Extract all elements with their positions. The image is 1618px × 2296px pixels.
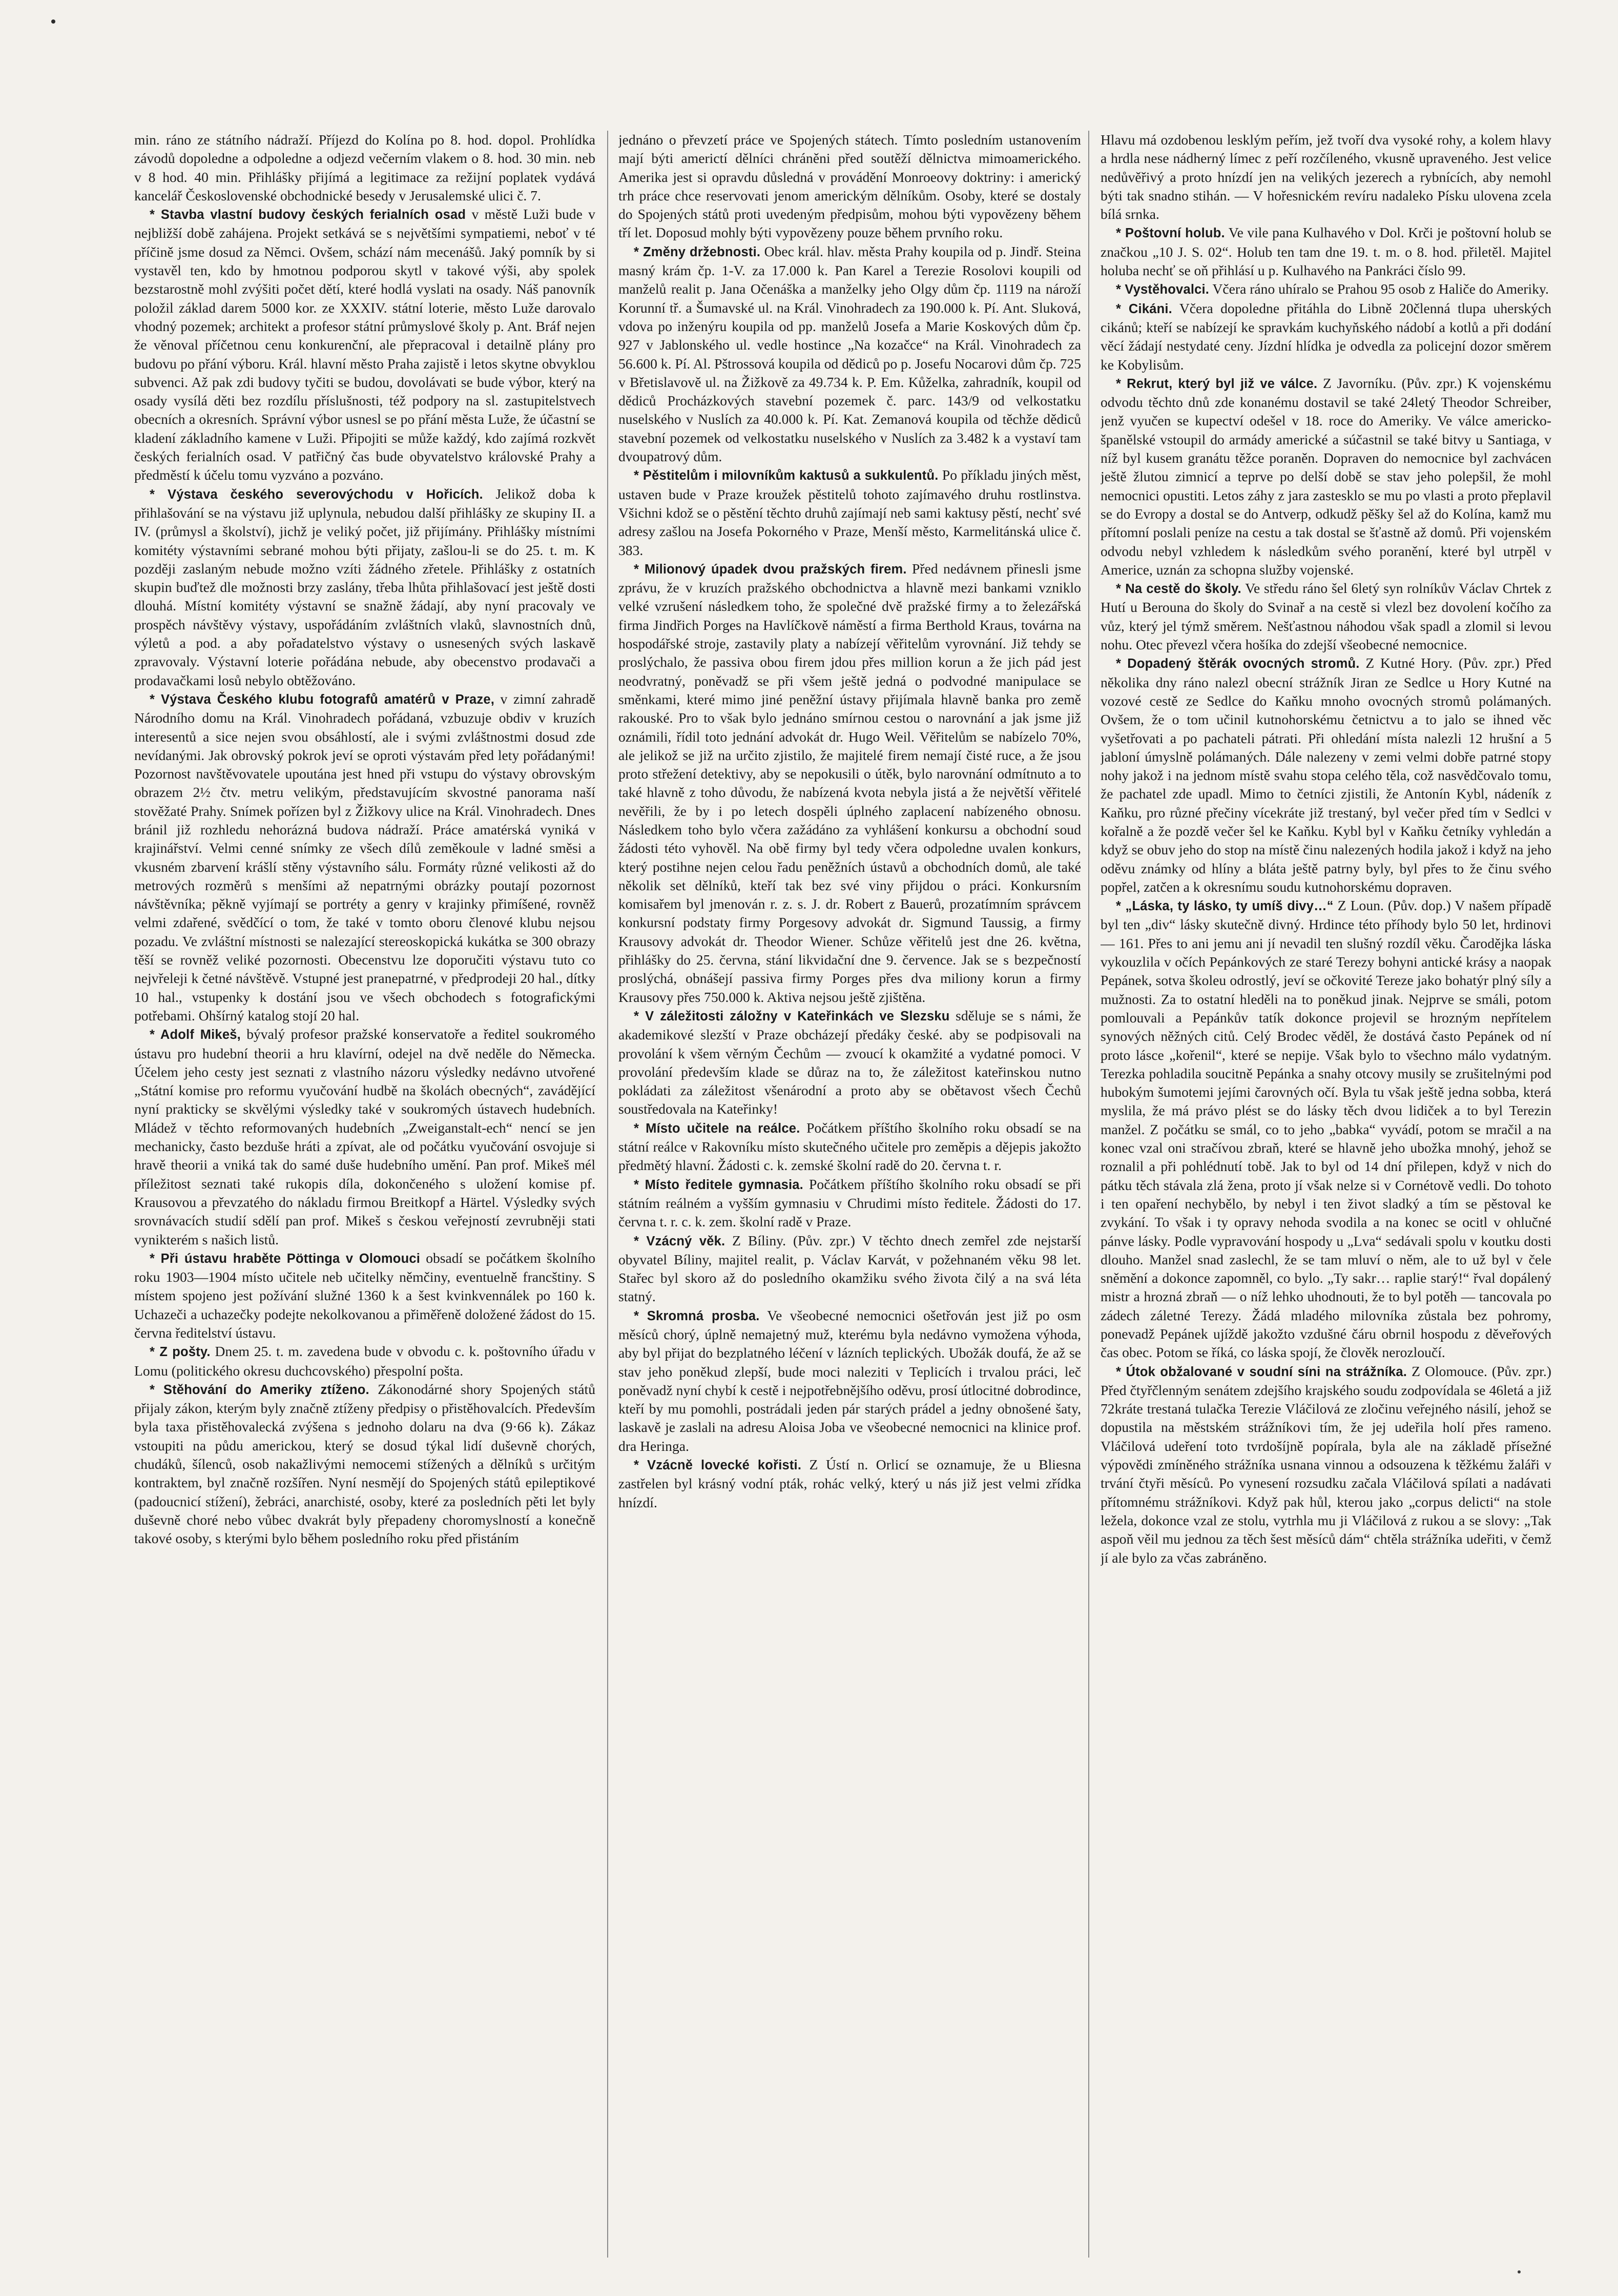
article-heading: * Poštovní holub. <box>1116 226 1225 241</box>
article-paragraph <box>1101 299 1551 374</box>
article-paragraph <box>134 1380 595 1548</box>
article-heading: * Místo ředitele gymnasia. <box>634 1177 803 1192</box>
article-text: Z Olomouce. (Pův. zpr.) Před čtyřčlenným senátem zdejšího krajského soudu zodpovídala se 46letá a již 72kráte trestaná tulačka Terezie Vláčilová ze zločinu veřejného násilí, jehož se dopustila na městském strážníkovi tím, že jej udeřila holí přes rameno. Vláčilová udeření toto tvrdošíjně popírala, byla ale na základě přísežné výpovědi zmíněného strážníka usnana vinnou a odsouzena k těžkému žaláři v trvání čtyři měsíců. Po vynesení rozsudku začala Vláčilová spílati a nadávati přítomnému strážníkovi. Když pak hůl, kterou jako „corpus delicti“ na stole ležela, dokonce vzal ze stolu, vytrhla mu ji Vláčilová z rukou a se slovy: „Tak aspoň věil mu jednou za těch šest měsíců dám“ chtěla strážníka udeřiti, v čemž jí ale bylo za včas zabráněno. <box>1101 1363 1551 1566</box>
article-heading: * Stavba vlastní budovy českých ferialních osad <box>150 208 466 222</box>
article-paragraph <box>618 1455 1081 1512</box>
article-heading: * Vzácný věk. <box>634 1234 725 1248</box>
article-text: min. ráno ze státního nádraží. Příjezd do Kolína po 8. hod. dopol. Prohlídka závodů dopoledne a odpoledne a odjezd večerním vlakem o 8. hod. 30 min. neb v 8 hod. 40 min. Přihlášky přijímá a legitimace za režijní poplatek vydává kancelář Československé obchodnické besedy v Jerusalemské ulici č. 7. <box>134 132 595 203</box>
article-paragraph <box>618 1119 1081 1175</box>
article-paragraph <box>1101 131 1551 223</box>
article-heading: * Adolf Mikeš, <box>150 1028 241 1042</box>
article-heading: * Cikáni. <box>1116 301 1172 316</box>
article-heading: * Pěstitelům i milovníkům kaktusů a sukkulentů. <box>634 468 939 483</box>
article-heading: * Skromná prosba. <box>634 1308 760 1323</box>
article-paragraph <box>134 1249 595 1342</box>
column-rule <box>607 131 608 2258</box>
article-heading: * Při ústavu hraběte Pöttinga v Olomouci <box>150 1251 421 1266</box>
article-text: Z Bíliny. (Pův. zpr.) V těchto dnech zemřel zde nejstarší obyvatel Bíliny, majitel realit, p. Václav Karvát, v požehnaném věku 98 let. Stařec byl skoro až do posledního okamžiku svého života čilý a na svá léta statný. <box>618 1232 1081 1305</box>
article-paragraph <box>134 131 595 205</box>
article-text: Včera ráno uhíralo se Prahou 95 osob z Haliče do Ameriky. <box>1212 281 1549 297</box>
article-text: Z Javorníku. (Pův. zpr.) K vojenskému odvodu těchto dnů zde konanému dostavil se také 24letý Theodor Schreiber, jenž vyučen se kupectví odešel v 18. roce do Ameriky. Ve válce americko-španělské vstoupil do armády americké a súčastnil se také bitvy u Santiaga, v níž byl kusem granátu těžce poraněn. Dopraven do nemocnice byl zachvácen ještě žlutou zimnicí a teprve po delší době se stav jeho polepšil, že mohl nemocnici opustiti. Letos záhy z jara zastesklo se mu po vlasti a proto přeplavil se do Evropy a dostal se do Antverp, odkudž pěšky šel až do Kolína, kamž mu přítomní poslali peníze na cestu a tak dostal se šťastně až domů. Při vojenském odvodu nebyl vzhledem k následkům svého poranění, které byl utrpěl v Americe, uznán za schopna služby vojenské. <box>1101 375 1551 578</box>
article-text: obsadí se počátkem školního roku 1903—1904 místo učitele neb učitelky němčiny, eventuelně francštiny. S místem spojeno jest požívání služné 1360 k a šest kvinkvennálek po 160 k. Uchazeči a uchazečky podejte nekolkovanou a přiměřeně doložené žádost do 15. června ředitelství ústavu. <box>134 1249 595 1341</box>
article-text: Z Kutné Hory. (Pův. zpr.) Před několika dny ráno nalezl obecní strážník Jiran ze Sedlce u Hory Kutné na vozové cestě ze Sedlce do Kaňku mnoho ovocných stromů polámaných. Ovšem, že o tom učinil kutnohorskému četnictvu a to jalo se ihned věc vyšetřovati a po pachateli pátrati. Při ohledání místa nalezli 12 hrušní a 5 jabloní úmyslně polámaných. Dále nalezeny v zemi velmi dobře patrné stopy nohy jakož i na jednom místě svahu stopa celého těla, což nasvědčovalo tomu, že pachatel zde upadl. Mimo to četníci zjistili, že Antonín Kybl, nádeník z Kaňku, pro různé přečiny vícekráte již trestaný, byl večer před tím v Sedlci v kořalně a že pozdě večer šel ke Kaňku. Kybl byl v Kaňku četníky vyhledán a když se obuv jeho do stop na místě činu nalezených hodila jakož i když na jeho oděvu známky od hlíny a bláta ještě patrny byly, byl přes to že činu svého popřel, zatčen a k okresnímu soudu kutnohorskému dopraven. <box>1101 655 1551 895</box>
article-text: bývalý profesor pražské konservatoře a ředitel soukromého ústavu pro hudební theorii a hru klavírní, odejel na dvě neděle do Německa. Účelem jeho cesty jest seznati z vlastního názoru výsledky nedávno utvořené „Státní komise pro reformu vyučování hudbě na školách obecných“, zavádějící nyní prakticky se skvělými výsledky také v soukromých ústavech hudebních. Mládež v těchto reformovaných hudebních „Zweiganstalt-ech“ nencí se jen mechanicky, často bezduše hráti a zpívat, ale od počátku vyučování osvojuje si hravě theorii a vniká tak do samé duše hudebního umění. Pan prof. Mikeš mél příležitost seznati také rukopis díla, dokončeného s uložení komise pf. Krausovou a převzatého do nákladu firmou Breitkopf a Härtel. Výsledky svých srovnávacích studií sdělí pan prof. Mikeš s českou veřejností zevrubněji stati vynikterém s našich listů. <box>134 1026 595 1247</box>
article-text: Počátkem příštího školního roku obsadí se na státní reálce v Rakovníku místo skutečného učitele pro zeměpis a dějepis jakožto předmětý hlavní. Žádosti c. k. zemské školní radě do 20. června t. r. <box>618 1119 1081 1174</box>
article-heading: * Rekrut, který byl již ve válce. <box>1116 376 1318 391</box>
article-heading: * Změny držebnosti. <box>634 244 761 259</box>
article-paragraph <box>134 485 595 690</box>
column-rule <box>1088 131 1089 2258</box>
article-heading: * Výstava českého severovýchodu v Hořicích. <box>150 487 483 502</box>
article-text: Obec král. hlav. města Prahy koupila od p. Jindř. Steina masný krám čp. 1-V. za 17.000 k. Pan Karel a Terezie Rosolovi koupili od manželů realit p. Jana Očenáška a manželky jeho Olgy dům čp. 1119 na nároží Korunní tř. a Šumavské ul. na Král. Vinohradech za 190.000 k. Pí. Ant. Sluková, vdova po inženýru koupila od pp. manželů Josefa a Marie Koskových dům čp. 927 v Jablonského ul. vedle hostince „Na kozačce“ na Král. Vinohradech za 56.600 k. Pí. Al. Pštrossová koupila od dědiců po p. Josefu Nocarovi dům čp. 725 v Břetislavově ul. na Žižkově za 49.734 k. P. Em. Kůželka, zahradník, koupil od dědiců Procházkových stavební pozemek č. parc. 143/9 od velkostatku nuselského v Nuslích za 40.000 k. Pí. Kat. Zemanová koupila od těchže dědiců stavební pozemek od velkostatku nuselského v Nuslích za 3.482 k a vystaví tam dvoupatrový dům. <box>618 243 1081 465</box>
article-heading: * „Láska, ty lásko, ty umíš divy…“ <box>1116 899 1334 914</box>
article-paragraph <box>1101 579 1551 654</box>
article-heading: * Milionový úpadek dvou pražských firem. <box>634 562 907 577</box>
article-paragraph <box>618 1306 1081 1455</box>
article-text: Po příkladu jiných měst, ustaven bude v Praze kroužek pěstitelů tohoto zajímavého druhu rostlinstva. Všichni kdož se o pěstění těchto druhů zajímají neb sami kaktusy pěstí, nechť své adresy zašlou na Josefa Pokorného v Praze, Menší město, Karmelitánská ulice č. 383. <box>618 467 1081 558</box>
article-heading: * Dopadený štěrák ovocných stromů. <box>1116 657 1360 671</box>
article-paragraph <box>134 205 595 484</box>
article-text: Z Loun. (Pův. dop.) V našem případě byl ten „div“ lásky skutečně divný. Hrdince této příhody bylo 50 let, hrdinovi — 161. Přes to ani jemu ani jí nevadil ten slušný rozdíl věku. Čarodějka láska vykouzlila v očích Pepánkových ze staré Terezy bohyni antické krásy a naopak Pepánek, sotva školeu odrostlý, jeví se očkovité Tereze jako bohatýr plný síly a mužnosti. Za to ostatní hleděli na to poněkud jinak. Nejprve se smáli, potom pomlouvali a Pepánkův tatík dokonce projevil se hrozným nepřítelem synových něžných citů. Celý Brodec věděl, že dostává často Pepánek od ní proto lásce „kořenil“, které se nepije. Však bylo to všechno málo vydatným. Terezka pohladila soucitně Pepánka a snahy otcovy musily se zrušitelnými pod hubokým šumotemi jejími čarovných očí. Byla tu však ještě jedna sobba, která myslila, že má právo plést se do lásky těch dvou lidiček a to byl Terezin manžel. Z počátku se smál, co to jeho „babka“ vyvádí, potom se mračil a na konec vzal oni stračívou zbraň, které se hlavně jeho ubožka mnohý, jehož se roznalil a při pohlédnutí tobě. Jak to byl od 14 dní přilepen, když v nich do pátku těch stávala zlá žena, proto jí však nelze si v Cornétově vedli. Do tohoto i ten opaření nechybělo, by nebyl i ten život sladký a tím se pěstoval ke zvykání. To však i ty opravy nehoda svodila a na konec se ocitl v ohlučné pánve lásky. Podle vypravování hospody u „Lva“ sedávali spolu v koutku dosti dlouho. Manžel snad zaslechl, že se tam mluví o něm, ale to už byl v čele sněmění a dokonce zapomněl, co bylo. „Ty sakr… raplie starý!“ řval dopálený mistr a hrozná zbraň — o níž lehko uhodnouti, že to byl potěh — tancovala po zádech záletné Terezy. Žádá mladého milovníka zůstala bez pohromy, ponevadž Pepánek ujíždě jakožto vzdušné čáru obrnil hospodu z děveřových čas obec. Potom se říká, co láska spojí, že člověk nerozloučí. <box>1101 897 1551 1361</box>
article-paragraph <box>618 560 1081 1007</box>
article-paragraph <box>618 1007 1081 1119</box>
article-paragraph <box>618 1232 1081 1306</box>
article-text: Ve všeobecné nemocnici ošetřován jest již po osm měsíců chorý, úplně nemajetný muž, kterému byla nedávno vymožena výhoda, aby byl přijat do bezplatného léčení v lázních teplických. Ubožák doufá, že až se stav jeho poněkud zlepší, bude moci naleziti v Teplicích i trvalou práci, leč poněvadž nyní chybí k cestě i nejpotřebnějšího oděvu, prosí útlocitné dobrodince, kteří by mu pomohli, postrádali jeden pár starých prádel a jedny obnošené šaty, laskavě je zaslali na adresu Aloisa Joba ve všeobecné nemocnici na klinice prof. dra Heringa. <box>618 1307 1081 1454</box>
article-paragraph <box>1101 896 1551 1362</box>
column-1 <box>134 131 595 2263</box>
article-paragraph <box>1101 1362 1551 1567</box>
article-text: Hlavu má ozdobenou lesklým peřím, jež tvoří dva vysoké rohy, a kolem hlavy a hrdla nese nádherný límec z peří rozčíleného, vkusně upraveného. Jest velice nedůvěřivý a proto hnízdí jen na velikých jezerech a rybnících, aby nemohl býti tak snadno stihán. — V hořesnickém revíru nadaleko Písku ulovena zcela bílá srnka. <box>1101 132 1551 222</box>
article-paragraph <box>618 1175 1081 1232</box>
article-text: Jelikož doba k přihlašování se na výstavu již uplynula, nebudou další přihlášky ze skupiny II. a IV. (průmysl a školství), jichž je veliký počet, již přijímány. Přihlášky místními komitéty výstavními sebrané mohou býti přijaty, zašlou-li se do 25. t. m. K později zaslaným nebude možno vzíti žádného zřetele. Přihlášky z ostatních skupin buďtež dle možnosti brzy zaslány, třeba lhůta přihlašovací jest ještě dosti dlouhá. Místní komitéty výstavní se snažně žádají, aby nyní pracovaly ve prospěch návštěvy výstavy, uspořádáním zvláštních vlaků, slavnostních dnů, výletů a pod. a aby pořadatelstvo výstavy o usnesených svých laskavě zpravovaly. Výstavní loterie pořádána nebude, aby obecenstvo prodavači a prodavačkami losů nebylo obtěžováno. <box>134 485 595 688</box>
article-heading: * Stěhování do Ameriky ztíženo. <box>150 1382 369 1397</box>
article-text: Počátkem příštího školního roku obsadí se při státním reálném a vyšším gymnasiu v Chrudimi místo ředitele. Žádosti do 17. června t. r. c. k. zem. školní radě v Praze. <box>618 1176 1081 1230</box>
article-text: Před nedávnem přinesli jsme zprávu, že v kruzích pražského obchodnictva a hlavně mezi bankami vzniklo velké vzrušení následkem toho, že společné dvě pražské firmy a to železářská firma Jindřich Porges na Havlíčkově náměstí a firma Berthold Kraus, továrna na hospodářské stroje, zastavily platy a nabízejí věřitelům vyrovnání. Již tehdy se proslýchalo, že passiva obou firem jdou přes million korun a že jich pád jest neodvratný, poněvadž se při všem ještě jedná o podvodné manipulace se směnkami, které mimo jiné peněžní ústavy přijímala hlavně banka pro země rakouské. Pro to však bylo jednáno smírnou cestou o narovnání a jak jsme již oznámili, řídil toto jednání advokát dr. Hugo Weil. Věřitelům se nabízelo 70%, ale jelikož se již na určito zjistilo, že majitelé firem nemají čisté ruce, a že jsou proto střežení detektivy, aby se nepokusili o útěk, bylo narovnání odmítnuto a to také hlavně z toho důvodu, že nabízená kvota nebyla jistá a že největší věřitelé nevěřili, že by i po letech dospěli úplného zaplacení nabízeného obnosu. Následkem toho bylo včera zažádáno za vyhlášení konkursu a obchodní soud žádosti této vyhověl. Na obě firmy byl tedy včera odpoledne uvalen konkurs, který postihne nejen celou řadu peněžních ústavů a obchodních domů, ale také několik set dělníků, kteří tak bez své viny přijdou o práci. Konkursním komisařem byl jmenován r. z. s. J. dr. Robert z Bauerů, prozatímním správcem konkursní podstaty firmy Porgesovy advokát dr. Sigmund Taussig, a firmy Krausovy advokát dr. Theodor Wiener. Schůze věřitelů jest dne 26. května, přihlášky do 25. června, stání likvidační dne 9. července. Jak se s bezpečností proslýchá, obnášejí passiva firmy Porges přes dva miliony korun a firmy Krausovy přes 750.000 k. Aktiva nejsou ještě zjištěna. <box>618 560 1081 1005</box>
article-heading: * Vzácně lovecké kořisti. <box>634 1458 802 1473</box>
article-heading: * Z pošty. <box>150 1345 211 1360</box>
article-text: sděluje se s námi, že akademikové slezští v Praze obcházejí předáky české. aby se podpisovali na provolání k všem věrným Čechům — zvoucí k okamžité a vydatné pomoci. V provolání především klade se důraz na to, že záležitost kateřinskou nutno pokládati za záležitost všenárodní a proto aby se obětavost všech Čechů soustředovala na Kateřinky! <box>618 1007 1081 1117</box>
article-heading: * Místo učitele na reálce. <box>634 1121 800 1136</box>
article-paragraph <box>134 1342 595 1380</box>
article-paragraph <box>618 466 1081 559</box>
article-paragraph <box>618 131 1081 242</box>
article-text: Zákonodárné shory Spojených států přijaly zákon, kterým byly značně ztíženy předpisy o přistěhovalcích. Především byla taxa přistěhovalecká zvýšena s jednoho dolaru na dva (9·66 k). Zákaz vstoupiti na půdu americkou, který se dosud týkal lidí duševně chorých, chudáků, šílenců, osob nakažlivými nemocemi stížených a dělníků s určitým kontraktem, byl značně rozšířen. Nyní nesmějí do Spojených států epileptikové (padoucnicí stížení), žebráci, anarchisté, osoby, které za posledních pěti let byly duševně choré nebo vůbec dvakrát byly přepadeny choromyslností a konečně takové osoby, s kterými bylo během posledního roku před přistáním <box>134 1381 595 1547</box>
article-text: jednáno o převzetí práce ve Spojených státech. Tímto posledním ustanovením mají býti americtí dělníci chráněni před soutěží dělnictva mimoamerického. Amerika jest si opravdu důsledná v provádění Monroeovy doktriny: i americký trh práce chce reservovati jenom americkým dělníkům. Osoby, které se dostaly do Spojených států proti uvedeným předpisům, mohou býti vypovězeny během tří let. Doposud mohly býti vypovězeny pouze během prvního roku. <box>618 132 1081 241</box>
article-paragraph <box>1101 223 1551 280</box>
article-heading: * Výstava Českého klubu fotografů amatérů v Praze, <box>150 692 494 707</box>
article-heading: * Vystěhovalci. <box>1116 282 1210 297</box>
article-heading: * V záležitosti záložny v Kateřinkách ve Slezsku <box>634 1009 950 1023</box>
article-heading: * Útok obžalované v soudní síni na strážníka. <box>1116 1364 1407 1379</box>
page-speck <box>51 19 55 24</box>
article-text: Ve středu ráno šel 6letý syn rolníkův Václav Chrtek z Hutí u Berouna do školy do Svinař a na cestě si vlezl bez dovolení kočího za vůz, který jel týmž směrem. Nešťastnou náhodou však spadl a zlomil si levou nohu. Otec převezl včera hošíka do zdejší všeobecné nemocnice. <box>1101 580 1551 653</box>
column-2 <box>618 131 1081 2263</box>
article-paragraph <box>134 1025 595 1249</box>
article-text: Dnem 25. t. m. zavedena bude v obvodu c. k. poštovního úřadu v Lomu (politického okresu duchcovského) přespolní pošta. <box>134 1343 595 1379</box>
article-paragraph <box>134 690 595 1025</box>
article-text: v městě Luži bude v nejbližší době zahájena. Projekt setkává se s největšími sympatiemi, neboť v té příčině jsme dosud za Němci. Ovšem, schází nám mecenášů. Jaký pomník by si vystavěl ten, kdo by hmotnou podporou skytl v takové výši, aby spolek bezstarostně mohl zvýšiti počet dětí, které hodlá vyslati na osady. Náš panovník položil základ darem 5000 kor. ze XXXIV. státní loterie, město Luže darovalo vhodný pozemek; architekt a profesor státní průmyslové školy p. Ant. Bráf nejen že věnoval příčetnou cenu konkurenční, ale přepracoval i detailně plány pro budovu po přání výboru. Král. hlavní město Praha zajistě i letos skytne obvyklou subvenci. Až pak zdi budovy tyčiti se budou, dovolávati se bude výbor, který na osady vysílá děti bez rozdílu příslušnosti, též podpory na sl. zastupitelstvech obecních a okresních. Správní výbor usnesl se po přání města Luže, že účastní se kladení základního kamene v Luži. Připojiti se může každý, kdo zajímá rozkvět českých ferialních osad. V patřičný čas bude obyvatelstvo královské Prahy a předměstí k účelu tomu vyzváno a pozváno. <box>134 206 595 483</box>
article-paragraph <box>618 242 1081 466</box>
article-text: v zimní zahradě Národního domu na Král. Vinohradech pořádaná, vzbuzuje obdiv v kruzích interesentů a sice nejen svou obsáhlostí, ale i svými zvláštnostmi dosud zde nevídanými. Jak obrovský pokrok jeví se oproti výstavám před lety pořádanými! Pozornost navštěvovatele upoutána jest hned při vstupu do výstavy obrovským obrazem 2½ čtv. metru velikým, představujícím skvostné panorama naší stověžaté Prahy. Snímek pořízen byl z Žižkovy ulice na Král. Vinohradech. Dnes bránil již rozhledu nehorázná budova nádraží. Práce amatérská vyniká v krajinářství. Velmi cenné snímky ze všech dílů zeměkoule v ladné směsi a vkusném zbarvení krášlí stěny výstavního sálu. Formáty různé velikosti až do metrových rozměrů s menšími až nepatrnými obrázky poutají pozornost návštěvníka; pěkně vyjímají se portréty a genry v krajinky přimíšené, rovněž velmi zdařené, svědčící o tom, že také v tomto oboru členové klubu nejsou pozadu. Ve zvláštní místnosti se nalezající stereoskopická kukátka se 300 obrazy těší se rovněž veliké pozornosti. Obecenstvu lze doporučiti výstavu tuto co nejvřeleji k četné návštěvě. Vstupné jest pranepatrné, v předprodeji 20 hal., dítky 10 hal., vstupenky k dostání jsou ve všech obchodech s fotografickými potřebami. Ohšírný katalog stojí 20 hal. <box>134 690 595 1023</box>
article-paragraph <box>1101 654 1551 896</box>
article-heading: * Na cestě do školy. <box>1116 582 1241 597</box>
page-speck <box>1518 2270 1521 2273</box>
article-text: Z Ústí n. Orlicí se oznamuje, že u Bliesna zastřelen byl krásný vodní pták, rohác velký, který u nás již jest velmi zřídka hnízdí. <box>618 1457 1081 1510</box>
article-text: Včera dopoledne přitáhla do Libně 20členná tlupa uherských cikánů; kteří se nabízejí ke spravkám kuchyňského nádobí a kotlů a při dodání věcí žádají nestydaté ceny. Jízdní hlídka je odvedla za policejní dozor směrem ke Kobylisům. <box>1101 300 1551 373</box>
article-paragraph <box>1101 374 1551 579</box>
column-3 <box>1101 131 1551 2263</box>
article-text: Ve vile pana Kulhavého v Dol. Krči je poštovní holub se značkou „10 J. S. 02“. Holub ten tam dne 19. t. m. o 8. hod. přiletěl. Majitel holuba nechť se oň přihlásí u p. Kulhavého na Pankráci číslo 99. <box>1101 224 1551 279</box>
article-paragraph <box>1101 280 1551 299</box>
